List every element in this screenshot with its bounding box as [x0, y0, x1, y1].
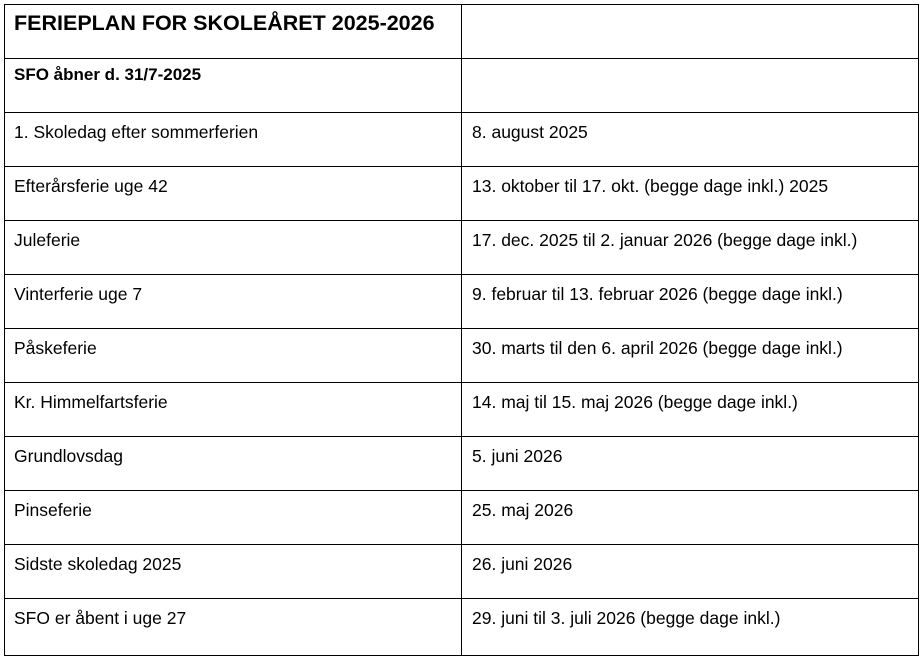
- title-empty-cell: [462, 5, 919, 59]
- date-label: 17. dec. 2025 til 2. januar 2026 (begge dage inkl.): [472, 230, 858, 250]
- date-cell: [462, 383, 919, 437]
- table-row: [5, 491, 919, 545]
- event-label: Efterårsferie uge 42: [14, 176, 168, 196]
- event-label: Sidste skoledag 2025: [14, 554, 182, 574]
- title-cell: [5, 5, 462, 59]
- date-label: 8. august 2025: [472, 122, 588, 142]
- event-label: Vinterferie uge 7: [14, 284, 143, 304]
- date-cell: [462, 599, 919, 656]
- event-label: Pinseferie: [14, 500, 92, 520]
- table-row: [5, 329, 919, 383]
- table-row: [5, 113, 919, 167]
- event-cell: [5, 221, 462, 275]
- date-cell: [462, 545, 919, 599]
- event-label: Grundlovsdag: [14, 446, 123, 466]
- date-cell: [462, 329, 919, 383]
- document-title: FERIEPLAN FOR SKOLEÅRET 2025-2026: [14, 11, 435, 35]
- event-cell: [5, 113, 462, 167]
- date-cell: [462, 113, 919, 167]
- event-cell: [5, 275, 462, 329]
- event-cell: [5, 599, 462, 656]
- event-label: SFO er åbent i uge 27: [14, 608, 187, 628]
- date-label: 5. juni 2026: [472, 446, 563, 466]
- event-label: Kr. Himmelfartsferie: [14, 392, 168, 412]
- document-subtitle: SFO åbner d. 31/7-2025: [14, 65, 202, 84]
- title-row: [5, 5, 919, 59]
- date-cell: [462, 491, 919, 545]
- event-label: Påskeferie: [14, 338, 97, 358]
- subtitle-empty-cell: [462, 59, 919, 113]
- date-cell: [462, 437, 919, 491]
- subtitle-row: [5, 59, 919, 113]
- table-row: [5, 167, 919, 221]
- date-cell: [462, 275, 919, 329]
- event-cell: [5, 491, 462, 545]
- table-row: [5, 599, 919, 656]
- date-cell: [462, 221, 919, 275]
- event-cell: [5, 167, 462, 221]
- table-row: [5, 383, 919, 437]
- date-cell: [462, 167, 919, 221]
- date-label: 29. juni til 3. juli 2026 (begge dage inkl.): [472, 608, 781, 628]
- table-row: [5, 545, 919, 599]
- date-label: 13. oktober til 17. okt. (begge dage inkl.) 2025: [472, 176, 829, 196]
- table-row: [5, 221, 919, 275]
- event-label: 1. Skoledag efter sommerferien: [14, 122, 259, 142]
- subtitle-cell: [5, 59, 462, 113]
- date-label: 25. maj 2026: [472, 500, 574, 520]
- event-cell: [5, 383, 462, 437]
- date-label: 26. juni 2026: [472, 554, 573, 574]
- table-row: [5, 437, 919, 491]
- table-row: [5, 275, 919, 329]
- event-cell: [5, 545, 462, 599]
- vacation-plan-table: [4, 4, 919, 656]
- date-label: 30. marts til den 6. april 2026 (begge dage inkl.): [472, 338, 843, 358]
- event-label: Juleferie: [14, 230, 81, 250]
- date-label: 14. maj til 15. maj 2026 (begge dage inkl.): [472, 392, 798, 412]
- date-label: 9. februar til 13. februar 2026 (begge dage inkl.): [472, 284, 843, 304]
- event-cell: [5, 329, 462, 383]
- event-cell: [5, 437, 462, 491]
